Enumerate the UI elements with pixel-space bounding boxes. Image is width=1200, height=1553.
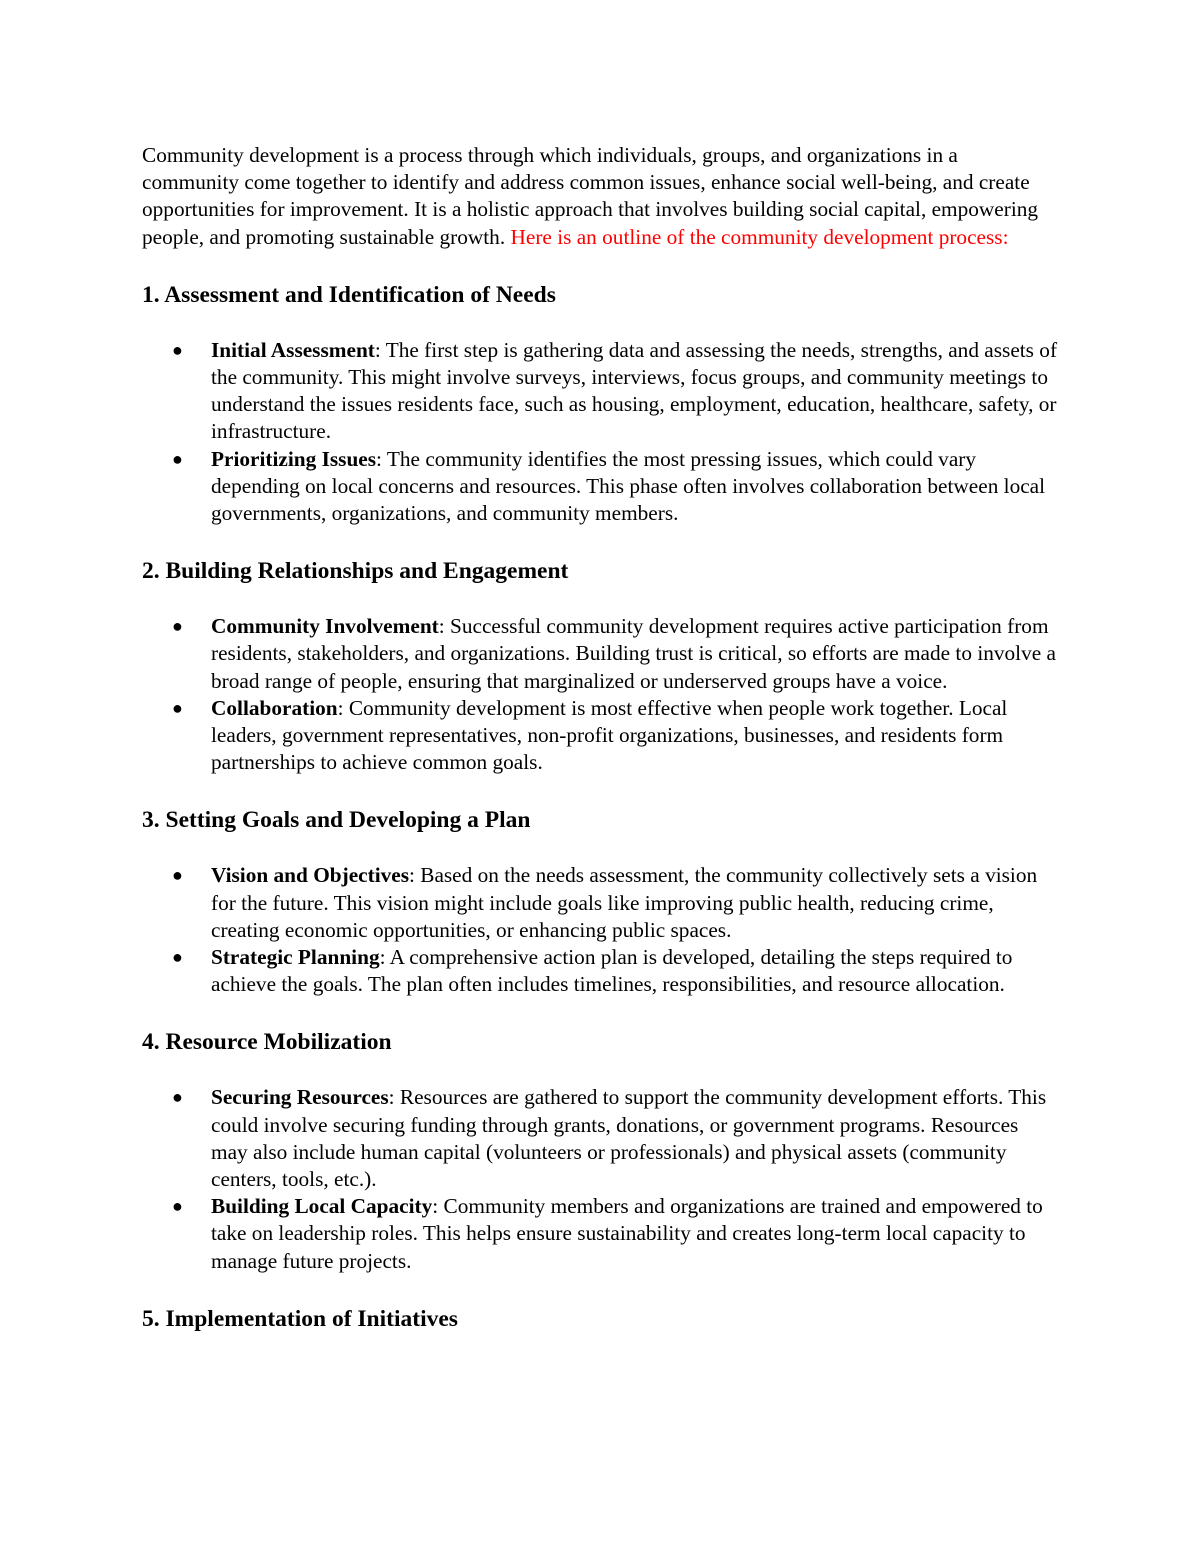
list-item (142, 613, 1060, 695)
item-text: : The first step is gathering data and assessing the needs, strengths, and assets of the community. This might involve surveys, interviews, focus groups, and community meetings to understand the issues residents face, such as housing, employment, education, healthcare, safety, or infrastructure. (211, 337, 1058, 444)
section-1 (142, 280, 1060, 527)
item-term: Vision and Objectives (211, 863, 409, 888)
list-item (142, 944, 1060, 998)
bullet-icon: ● (172, 616, 183, 637)
section-title: 4. Resource Mobilization (142, 1029, 392, 1056)
section-4 (142, 1027, 1060, 1274)
list-item (142, 1084, 1060, 1193)
section-3 (142, 805, 1060, 998)
item-term: Collaboration (211, 695, 338, 720)
bullet-icon: ● (172, 947, 183, 968)
bullet-icon: ● (172, 448, 183, 469)
item-text: : Resources are gathered to support the community development efforts. This could involve securing funding through grants, donations, or government programs. Resources may also include human capital (volunteers or professionals) and physical assets (community centers, tools, etc.). (211, 1085, 1047, 1192)
item-term: Building Local Capacity (211, 1194, 433, 1219)
bullet-icon: ● (172, 865, 183, 886)
item-text: : Community development is most effective when people work together. Local leaders, government representatives, non-profit organizations, businesses, and residents form partnerships to achieve common goals. (211, 695, 1008, 775)
list-item (142, 337, 1060, 446)
item-text: : The community identifies the most pressing issues, which could vary depending on local concerns and resources. This phase often involves collaboration between local governments, organizations, and community members. (211, 446, 1046, 526)
item-text: : Community members and organizations are trained and empowered to take on leadership roles. This helps ensure sustainability and creates long-term local capacity to manage future projects. (211, 1194, 1043, 1273)
bullet-list (142, 862, 1060, 998)
bullet-icon: ● (172, 339, 183, 360)
bullet-list (142, 337, 1060, 527)
section-title: 5. Implementation of Initiatives (142, 1305, 458, 1332)
bullet-list (142, 1084, 1060, 1274)
document-page (142, 142, 1060, 1334)
list-item (142, 1193, 1060, 1275)
bullet-icon: ● (172, 1087, 183, 1108)
section-title: 1. Assessment and Identification of Needs (142, 281, 556, 308)
intro-text: Community development is a process through which individuals, groups, and organizations in a community come together to identify and address common issues, enhance social well-being, and create opportunities for improvement. It is a holistic approach that involves building social capital, empowering people, and promoting sustainable growth. (142, 143, 1039, 249)
list-item (142, 695, 1060, 777)
intro-highlight-text: Here is an outline of the community development process: (510, 224, 1009, 249)
item-term: Initial Assessment (211, 337, 375, 362)
item-term: Strategic Planning (211, 945, 380, 970)
item-term: Securing Resources (211, 1085, 389, 1110)
section-title: 3. Setting Goals and Developing a Plan (142, 807, 531, 834)
item-text: : Based on the needs assessment, the community collectively sets a vision for the future. This vision might include goals like improving public health, reducing crime, creating economic opportunities, or enhancing public spaces. (211, 863, 1038, 942)
bullet-icon: ● (172, 1196, 183, 1217)
section-2 (142, 556, 1060, 776)
item-text: : Successful community development requires active participation from residents, stakeholders, and organizations. Building trust is critical, so efforts are made to involve a broad range of people, ensuring that marginalized or underserved groups have a voice. (211, 614, 1056, 693)
section-5 (142, 1304, 1060, 1334)
bullet-list (142, 613, 1060, 776)
bullet-icon: ● (172, 697, 183, 718)
section-title: 2. Building Relationships and Engagement (142, 558, 569, 585)
item-term: Prioritizing Issues (211, 446, 377, 471)
item-text: : A comprehensive action plan is developed, detailing the steps required to achieve the goals. The plan often includes timelines, responsibilities, and resource allocation. (211, 945, 1013, 997)
item-term: Community Involvement (211, 614, 439, 639)
list-item (142, 446, 1060, 528)
intro-paragraph (142, 142, 1060, 251)
list-item (142, 862, 1060, 944)
